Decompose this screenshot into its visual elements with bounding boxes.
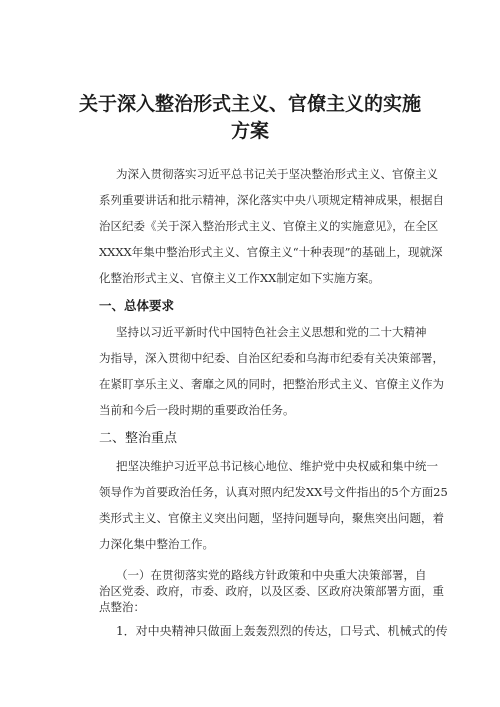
item-1-line: 1．对中央精神只做面上轰轰烈烈的传达，口号式、机械式的传 xyxy=(116,624,448,638)
subsection-1-line-2: 治区党委、政府，市委、政府，以及区委、区政府决策部署方面，重 xyxy=(99,584,444,598)
subsection-1-line-3: 点整治： xyxy=(99,600,145,614)
document-title-line-2: 方案 xyxy=(230,120,269,142)
section-1-line-1: 坚持以习近平新时代中国特色社会主义思想和党的二十大精神 xyxy=(116,325,427,339)
intro-line-3: 治区纪委《关于深入整治形式主义、官僚主义的实施意见》，在全区 xyxy=(99,219,439,233)
section-2-line-1: 把坚决维护习近平总书记核心地位、维护党中央权威和集中统一 xyxy=(116,459,438,473)
document-title-line-1: 关于深入整治形式主义、官僚主义的实施 xyxy=(78,93,421,115)
section-2-line-3: 类形式主义、官僚主义突出问题，坚持问题导向，聚焦突出问题，着 xyxy=(99,511,444,525)
section-1-line-3: 在紧盯享乐主义、奢靡之风的同时，把整治形式主义、官僚主义作为 xyxy=(99,377,444,391)
section-2-line-4: 力深化集中整治工作。 xyxy=(99,537,214,551)
section-1-heading: 一、总体要求 xyxy=(99,298,175,313)
section-2-line-2: 领导作为首要政治任务，认真对照内纪发XX号文件指出的5个方面25 xyxy=(99,485,448,499)
subsection-1-line-1: （一）在贯彻落实党的路线方针政策和中央重大决策部署，自 xyxy=(116,568,427,582)
section-2-heading: 二、整治重点 xyxy=(99,431,178,446)
intro-line-5: 化整治形式主义、官僚主义工作XX制定如下实施方案。 xyxy=(99,271,380,285)
intro-line-1: 为深入贯彻落实习近平总书记关于坚决整治形式主义、官僚主义 xyxy=(116,167,438,181)
intro-line-4: XXXX年集中整治形式主义、官僚主义“十种表现”的基础上，现就深 xyxy=(99,245,443,259)
section-1-line-2: 为指导，深入贯彻中纪委、自治区纪委和乌海市纪委有关决策部署， xyxy=(99,351,444,365)
section-1-line-4: 当前和今后一段时期的重要政治任务。 xyxy=(99,403,295,417)
intro-line-2: 系列重要讲话和批示精神，深化落实中央八项规定精神成果，根据自 xyxy=(99,193,444,207)
